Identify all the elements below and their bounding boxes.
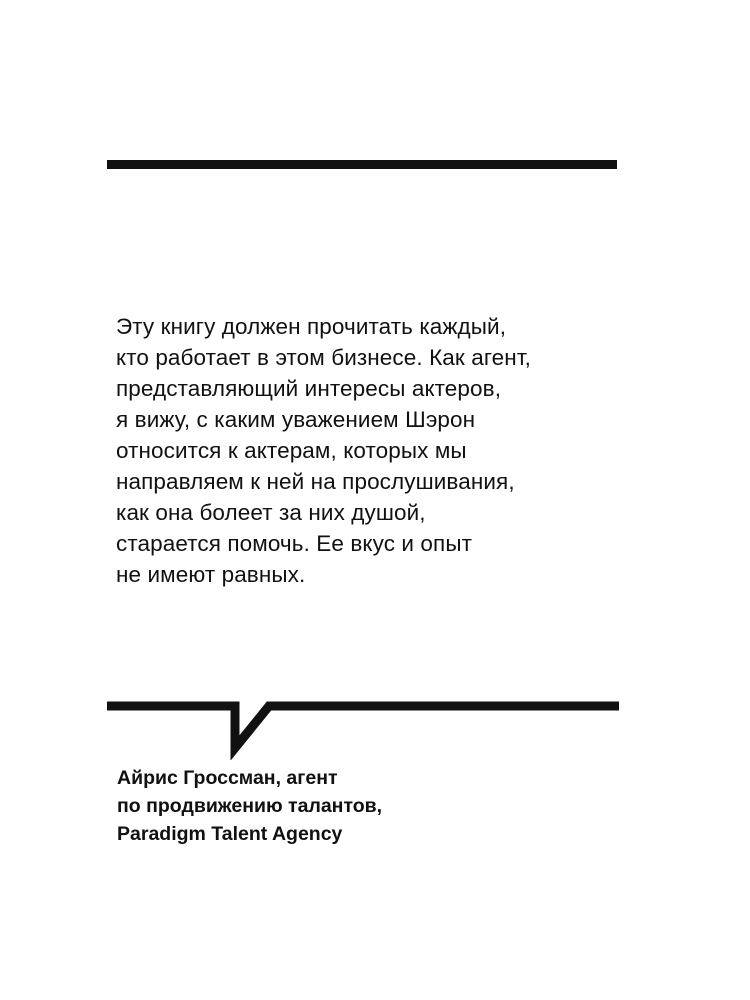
author-name-line: Айрис Гроссман, агент bbox=[117, 767, 338, 789]
top-divider-bar bbox=[107, 160, 617, 169]
quote-line: как она болеет за них душой, bbox=[116, 500, 426, 525]
quote-attribution bbox=[117, 764, 597, 848]
quote-line: не имеют равных. bbox=[116, 562, 306, 587]
quote-line: Эту книгу должен прочитать каждый, bbox=[116, 314, 507, 339]
quote-line: старается помочь. Ее вкус и опыт bbox=[116, 531, 472, 556]
quote-line: кто работает в этом бизнесе. Как агент, bbox=[116, 345, 532, 370]
quote-line: я вижу, с каким уважением Шэрон bbox=[116, 407, 476, 432]
quote-line: относится к актерам, которых мы bbox=[116, 438, 467, 463]
quote-line: направляем к ней на прослушивания, bbox=[116, 469, 515, 494]
speech-bubble-tail-divider bbox=[107, 700, 619, 760]
author-company-line: Paradigm Talent Agency bbox=[117, 823, 343, 845]
author-role-line: по продвижению талантов, bbox=[117, 795, 383, 817]
testimonial-quote bbox=[116, 311, 636, 590]
quote-line: представляющий интересы актеров, bbox=[116, 376, 502, 401]
